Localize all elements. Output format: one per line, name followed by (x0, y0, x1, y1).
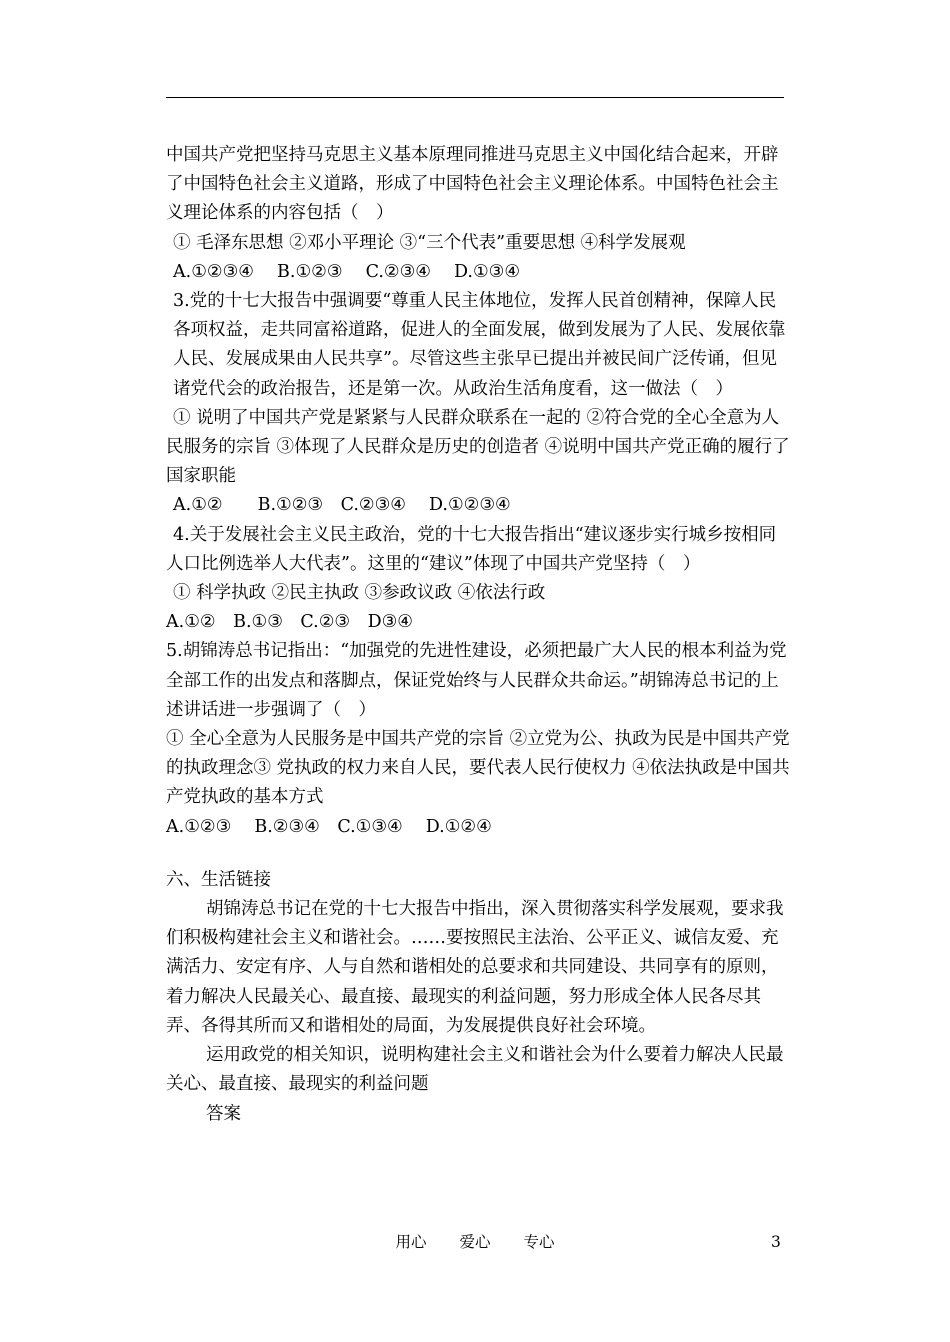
question-4 (166, 521, 790, 638)
answer-choices: A.①② B.①②③ C.②③④ D.①②③④ (173, 495, 511, 516)
document-body (166, 141, 790, 1129)
question-stem: 中国共产党把坚持马克思主义基本原理同推进马克思主义中国化结合起来，开辟了中国特色社会主义道路，形成了中国特色社会主义理论体系。中国特色社会主义理论体系的内容包括（ ） (166, 145, 779, 224)
section-question: 运用政党的相关知识，说明构建社会主义和谐社会为什么要着力解决人民最关心、最直接、最现实的利益问题 (166, 1045, 784, 1095)
question-options: ① 毛泽东思想 ②邓小平理论 ③“三个代表”重要思想 ④科学发展观 (173, 232, 686, 253)
section-heading: 六、生活链接 (166, 869, 271, 890)
footer-motto (0, 1231, 950, 1253)
page-number: 3 (771, 1233, 781, 1251)
question-stem: 5.胡锦涛总书记指出：“加强党的先进性建设，必须把最广大人民的根本利益为党全部工作的出发点和落脚点，保证党始终与人民群众共命运。”胡锦涛总书记的上述讲话进一步强调了（ ） (166, 641, 787, 720)
question-options: ① 科学执政 ②民主执政 ③参政议政 ④依法行政 (173, 583, 546, 604)
section-gap (166, 842, 790, 866)
footer-motto-item: 用心 (395, 1233, 427, 1251)
section-life-link (166, 866, 790, 1129)
question-stem: 3.党的十七大报告中强调要“尊重人民主体地位，发挥人民首创精神，保障人民各项权益，走共同富裕道路，促进人的全面发展，做到发展为了人民、发展依靠人民、发展成果由人民共享”。尽管这些主张早已提出并被民间广泛传诵，但见诸党代会的政治报告，还是第一次。从政治生活角度看，这一做法（ ） (173, 291, 786, 399)
question-stem: 4.关于发展社会主义民主政治，党的十七大报告指出“建议逐步实行城乡按相同人口比例选举人大代表”。这里的“建议”体现了中国共产党坚持（ ） (166, 524, 777, 574)
question-3 (166, 287, 790, 521)
footer-motto-item: 专心 (523, 1233, 555, 1251)
answer-choices: A.①②③④ B.①②③ C.②③④ D.①③④ (173, 261, 521, 282)
question-options: ① 说明了中国共产党是紧紧与人民群众联系在一起的 ②符合党的全心全意为人民服务的宗旨 ③体现了人民群众是历史的创造者 ④说明中国共产党正确的履行了国家职能 (166, 407, 790, 487)
answer-choices: A.①②③ B.②③④ C.①③④ D.①②④ (166, 816, 492, 837)
question-5 (166, 637, 790, 841)
section-passage: 胡锦涛总书记在党的十七大报告中指出，深入贯彻落实科学发展观，要求我们积极构建社会主义和谐社会。……要按照民主法治、公平正义、诚信友爱、充满活力、安定有序、人与自然和谐相处的总要求和共同建设、共同享有的原则，着力解决人民最关心、最直接、最现实的利益问题，努力形成全体人民各尽其弄、各得其所而又和谐相处的局面，为发展提供良好社会环境。 (166, 899, 784, 1036)
footer-motto-item: 爱心 (459, 1233, 491, 1251)
answer-label: 答案 (206, 1103, 241, 1124)
answer-choices: A.①② B.①③ C.②③ D③④ (166, 612, 413, 633)
header-rule (166, 97, 784, 98)
question-2 (166, 141, 790, 287)
question-options: ① 全心全意为人民服务是中国共产党的宗旨 ②立党为公、执政为民是中国共产党的执政理念③ 党执政的权力来自人民，要代表人民行使权力 ④依法执政是中国共产党执政的基本方式 (166, 729, 790, 808)
